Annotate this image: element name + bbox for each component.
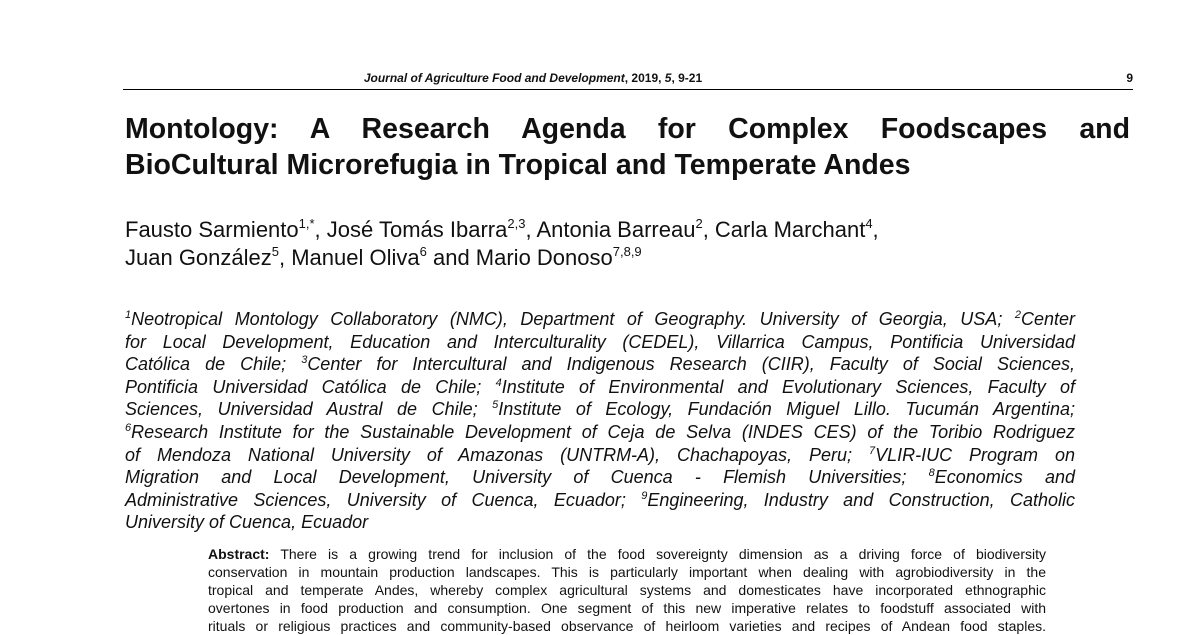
affil-number: 7 [868, 444, 876, 457]
affiliation-line [125, 466, 1075, 489]
author-name: Mario Donoso [475, 245, 613, 270]
affil-text: of Mendoza National University of Amazonas (UNTRM-A), Chachapoyas, Peru; [125, 444, 869, 465]
affil-text: Institute of Environmental and Evolutionary Sciences, Faculty of [501, 376, 1075, 397]
author-affil-ref: 6 [419, 244, 427, 259]
author-name: Carla Marchant [714, 217, 866, 242]
author-affil-ref: 2 [695, 216, 703, 231]
title-line-2: BioCultural Microrefugia in Tropical and Temperate Andes [125, 149, 911, 181]
affil-text: VLIR-IUC Program on [875, 444, 1075, 465]
affil-text: Center [1020, 309, 1075, 329]
abstract-line: rituals or religious practices and community-based observance of heirloom varieties and recipes of Andean food staples. [208, 618, 1046, 634]
affil-number: 2 [1014, 309, 1021, 321]
affiliation-line [125, 353, 1075, 376]
abstract-line: conservation in mountain production landscapes. This is particularly important when dealing with agrobiodiversity in the [208, 564, 1046, 580]
author-affil-ref: 5 [271, 244, 279, 259]
affil-text: Sciences, Universidad Austral de Chile; [125, 399, 493, 420]
affil-number: 4 [495, 376, 502, 389]
author-name: Juan González [125, 245, 272, 270]
title-line-1: Montology: A Research Agenda for Complex Foodscapes and [125, 113, 1130, 145]
author-list [125, 216, 1125, 272]
affil-text: Pontificia Universidad Católica de Chile; [125, 376, 496, 397]
journal-citation [123, 71, 943, 85]
affil-text: Engineering, Industry and Construction, Catholic [647, 489, 1075, 510]
journal-name: Journal of Agriculture Food and Development [363, 71, 625, 85]
author-name: Antonia Barreau [536, 217, 696, 242]
affiliation-line: for Local Development, Education and Interculturality (CEDEL), Villarrica Campus, Pontificia Universidad [125, 331, 1075, 352]
affil-text: Migration and Local Development, University of Cuenca - Flemish Universities; [125, 467, 929, 488]
affil-number: 1 [125, 309, 132, 321]
affiliation-line: University of Cuenca, Ecuador [125, 512, 369, 533]
affiliation-line [125, 376, 1075, 399]
abstract [208, 545, 1046, 635]
abstract-line [208, 545, 1046, 563]
affil-number: 6 [125, 421, 132, 434]
running-header [123, 70, 1133, 90]
affil-text: Administrative Sciences, University of Cuenca, Ecuador; [125, 489, 642, 510]
author-sep: , [872, 217, 879, 242]
author-sep: , [525, 217, 537, 242]
journal-pages: , 9-21 [671, 71, 703, 85]
affil-text: Neotropical Montology Collaboratory (NMC), Department of Geography. University of Georgia, USA; [131, 309, 1015, 329]
affiliation-line [125, 489, 1075, 512]
affiliation-line [125, 444, 1075, 467]
affil-text: Research Institute for the Sustainable Development of Ceja de Selva (INDES CES) of the Toribio Rodriguez [131, 421, 1075, 442]
author-name: Manuel Oliva [291, 245, 420, 270]
paper-title [125, 111, 1130, 183]
author-sep: , [279, 245, 292, 270]
affil-text: Center for Intercultural and Indigenous Research (CIIR), Faculty of Social Sciences, [307, 354, 1075, 375]
affiliation-line [125, 308, 1075, 331]
journal-year: , 2019, [624, 71, 665, 85]
affil-number: 5 [492, 399, 499, 412]
affil-text: Institute of Ecology, Fundación Miguel Lillo. Tucumán Argentina; [498, 399, 1075, 420]
author-affil-ref: 1,* [298, 216, 315, 231]
author-sep: and [426, 245, 476, 270]
abstract-line: tropical and temperate Andes, whereby complex agricultural systems and domesticates have incorporated ethnographic [208, 582, 1046, 598]
author-sep: , [314, 217, 327, 242]
page-number: 9 [1126, 71, 1133, 85]
affil-number: 8 [928, 467, 935, 480]
author-name: José Tomás Ibarra [326, 217, 508, 242]
author-affil-ref: 4 [865, 216, 873, 231]
affil-text: Católica de Chile; [125, 354, 302, 375]
affiliation-line [125, 421, 1075, 444]
author-affil-ref: 7,8,9 [612, 244, 642, 259]
abstract-label: Abstract: [208, 546, 270, 562]
affil-text: Economics and [934, 467, 1075, 488]
author-sep: , [702, 217, 715, 242]
affiliations [125, 308, 1075, 534]
affil-number: 9 [641, 489, 648, 502]
author-affil-ref: 2,3 [507, 216, 526, 231]
abstract-line: overtones in food production and consumption. One segment of this new imperative relates to foodstuff associated with [208, 600, 1046, 616]
affil-number: 3 [301, 354, 308, 367]
journal-volume: 5 [664, 71, 672, 85]
author-name: Fausto Sarmiento [125, 217, 299, 242]
abstract-text: There is a growing trend for inclusion of the food sovereignty dimension as a driving force of biodiversity [269, 546, 1046, 562]
affiliation-line [125, 398, 1075, 421]
